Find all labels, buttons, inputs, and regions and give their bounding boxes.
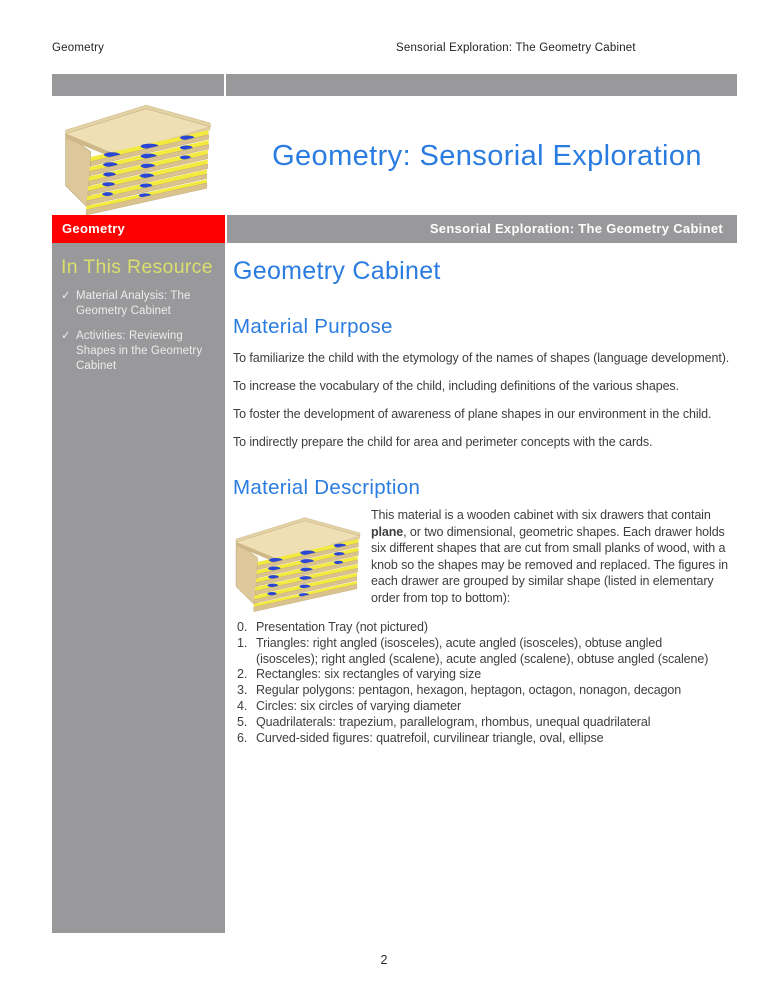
list-item xyxy=(233,731,738,747)
list-item xyxy=(233,715,738,731)
list-item xyxy=(233,636,738,668)
purpose-paragraph: To increase the vocabulary of the child, including definitions of the various shapes. xyxy=(233,379,679,393)
sidebar-heading: In This Resource xyxy=(61,256,213,278)
list-item xyxy=(233,683,738,699)
geometry-cabinet-thumbnail xyxy=(233,507,363,617)
checkmark-icon: ✓ xyxy=(61,330,71,342)
document-title: Geometry: Sensorial Exploration xyxy=(272,140,702,172)
description-intro: This material is a wooden cabinet with six drawers that contain xyxy=(371,508,711,522)
list-item-number: 2. xyxy=(237,667,248,682)
sidebar xyxy=(52,243,225,933)
list-item-text: Circles: six circles of varying diameter xyxy=(256,698,462,713)
sidebar-item-material-analysis xyxy=(61,289,211,319)
list-item-text: Quadrilaterals: trapezium, parallelogram, rhombus, unequal quadrilateral xyxy=(256,714,651,729)
list-item-number: 4. xyxy=(237,698,248,713)
section-bar-left: Geometry xyxy=(52,215,225,243)
description-paragraph xyxy=(371,507,738,617)
sidebar-item-label: Activities: Reviewing Shapes in the Geometry Cabinet xyxy=(76,330,203,372)
description-block xyxy=(233,507,738,617)
purpose-paragraph: To indirectly prepare the child for area and perimeter concepts with the cards. xyxy=(233,435,653,449)
running-header-left: Geometry xyxy=(52,42,105,54)
running-header-right: Sensorial Exploration: The Geometry Cabinet xyxy=(396,42,636,54)
list-item-number: 5. xyxy=(237,714,248,729)
banner-strip-right xyxy=(226,74,737,96)
section-heading-material-description: Material Description xyxy=(233,476,421,499)
drawer-list xyxy=(233,620,738,746)
main-content xyxy=(233,243,738,746)
description-bold-word: plane xyxy=(371,524,404,539)
purpose-paragraph: To familiarize the child with the etymology of the names of shapes (language development). xyxy=(233,351,730,365)
list-item-number: 6. xyxy=(237,730,248,745)
description-rest: , or two dimensional, geometric shapes. Each drawer holds six different shapes that are cut from small planks of wood, with a knob so the shapes may be removed and replaced. The figures in each drawer are grouped by similar shape (listed in elementary order from top to bottom): xyxy=(371,524,728,605)
section-heading-material-purpose: Material Purpose xyxy=(233,315,393,338)
list-item-number: 3. xyxy=(237,683,248,698)
list-item-text: Regular polygons: pentagon, hexagon, heptagon, octagon, nonagon, decagon xyxy=(256,683,682,698)
page-title: Geometry Cabinet xyxy=(233,257,441,285)
list-item-number: 0. xyxy=(237,620,248,634)
list-item-text: Rectangles: six rectangles of varying size xyxy=(256,667,482,682)
purpose-paragraph: To foster the development of awareness of plane shapes in our environment in the child. xyxy=(233,407,712,421)
list-item xyxy=(233,699,738,715)
geometry-cabinet-photo xyxy=(61,98,215,216)
sidebar-item-label: Material Analysis: The Geometry Cabinet xyxy=(76,290,191,317)
list-item-number: 1. xyxy=(237,635,248,650)
list-item-text: Curved-sided figures: quatrefoil, curvilinear triangle, oval, ellipse xyxy=(256,730,604,745)
list-item xyxy=(233,620,738,636)
banner-strip-left xyxy=(52,74,224,96)
list-item-text: Triangles: right angled (isosceles), acute angled (isosceles), obtuse angled (isosceles); right angled (scalene), acute angled (scalene), obtuse angled (scalene) xyxy=(256,635,709,666)
page-number: 2 xyxy=(380,953,388,967)
sidebar-item-activities xyxy=(61,329,211,374)
checkmark-icon: ✓ xyxy=(61,290,71,302)
list-item xyxy=(233,667,738,683)
section-bar-right: Sensorial Exploration: The Geometry Cabinet xyxy=(227,215,737,243)
list-item-text: Presentation Tray (not pictured) xyxy=(256,620,428,634)
